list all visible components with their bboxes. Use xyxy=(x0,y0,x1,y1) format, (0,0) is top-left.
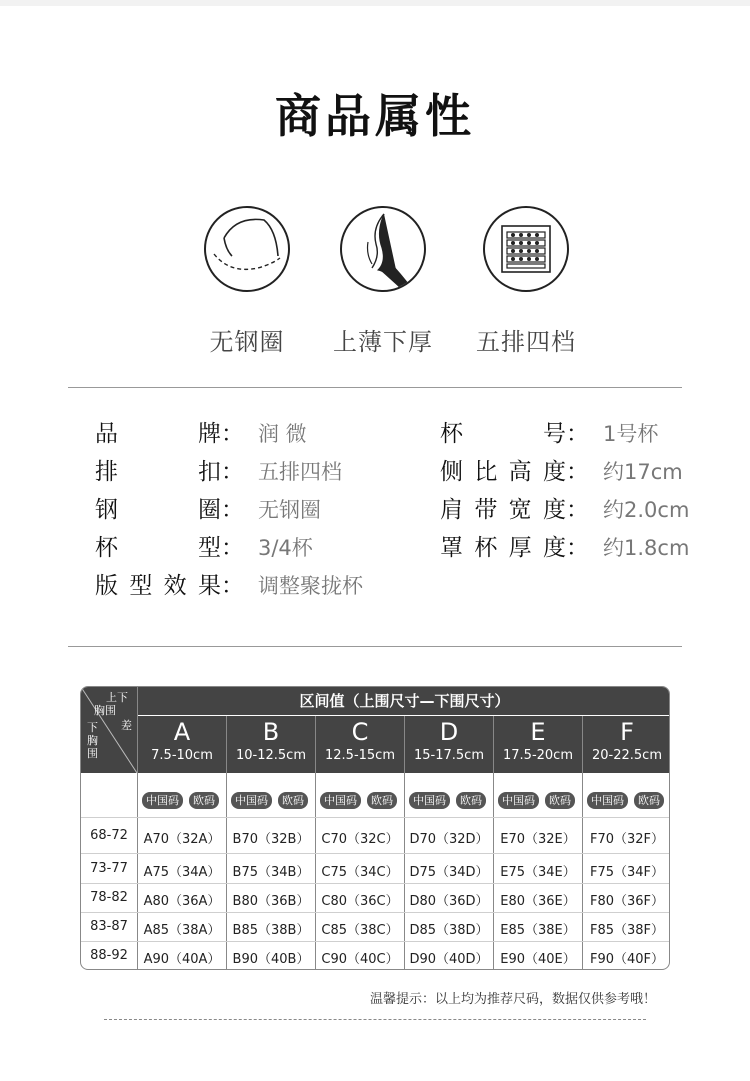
size-cell: E70（32E） xyxy=(500,832,576,847)
size-cell: C80（36C） xyxy=(321,894,399,909)
attr-key: 侧比高度 xyxy=(440,459,566,485)
cup-range: 7.5-10cm xyxy=(151,748,213,763)
underbust-range: 68-72 xyxy=(90,828,128,843)
divider xyxy=(68,387,682,388)
feature-hook-eye xyxy=(451,206,601,357)
attr-key: 钢圈 xyxy=(95,497,221,523)
badge-eu-size: 欧码 xyxy=(634,792,664,809)
attr-cup-type: 杯型： 3/4杯 xyxy=(95,535,313,561)
size-cell: B75（34B） xyxy=(232,865,310,880)
attr-brand: 品牌： 润 微 xyxy=(95,421,307,447)
size-cell: A80（36A） xyxy=(143,894,221,909)
underbust-range: 73-77 xyxy=(90,861,128,876)
grid-line xyxy=(81,883,670,884)
size-cell: A90（40A） xyxy=(143,952,221,967)
size-cell: F90（40F） xyxy=(589,952,665,967)
badge-cn-size: 中国码 xyxy=(498,792,539,809)
cup-range: 12.5-15cm xyxy=(325,748,395,763)
attr-value: 1号杯 xyxy=(603,422,659,446)
attr-value: 无钢圈 xyxy=(258,498,321,522)
size-cell: F70（32F） xyxy=(589,832,665,847)
cup-letter: B xyxy=(262,718,280,746)
feature-label: 上薄下厚 xyxy=(333,328,433,356)
cup-range: 15-17.5cm xyxy=(414,748,484,763)
badge-eu-size: 欧码 xyxy=(456,792,486,809)
attr-value: 约1.8cm xyxy=(603,536,690,560)
size-cell: F85（38F） xyxy=(589,923,665,938)
cup-range: 17.5-20cm xyxy=(503,748,573,763)
attr-side-height: 侧比高度： 约17cm xyxy=(440,459,683,485)
range-title: 区间值（上围尺寸—下围尺寸） xyxy=(138,687,670,715)
thin-top-thick-bottom-icon xyxy=(340,206,426,292)
size-cell: F75（34F） xyxy=(589,865,665,880)
badge-cn-size: 中国码 xyxy=(231,792,272,809)
attr-wire: 钢圈： 无钢圈 xyxy=(95,497,321,523)
badge-eu-size: 欧码 xyxy=(367,792,397,809)
page-title: 商品属性 xyxy=(275,89,475,143)
cup-header xyxy=(138,716,226,773)
attr-strap-width: 肩带宽度： 约2.0cm xyxy=(440,497,690,523)
attr-key: 杯型 xyxy=(95,535,221,561)
cup-letter: D xyxy=(439,718,459,746)
badge-cn-size: 中国码 xyxy=(587,792,628,809)
top-strip xyxy=(0,0,750,6)
attr-cup-thickness: 罩杯厚度： 约1.8cm xyxy=(440,535,690,561)
feature-label: 无钢圈 xyxy=(209,328,285,356)
cup-range: 20-22.5cm xyxy=(592,748,662,763)
dashed-divider xyxy=(104,1019,646,1020)
attr-key: 罩杯厚度 xyxy=(440,535,566,561)
cup-header xyxy=(316,716,404,773)
cup-letter: A xyxy=(173,718,191,746)
attr-effect: 版型效果： 调整聚拢杯 xyxy=(95,573,363,599)
size-cell: A85（38A） xyxy=(143,923,221,938)
cup-header xyxy=(583,716,670,773)
size-cell: D70（32D） xyxy=(409,832,489,847)
badge-eu-size: 欧码 xyxy=(278,792,308,809)
feature-label: 五排四档 xyxy=(476,328,576,356)
size-cell: B70（32B） xyxy=(232,832,310,847)
attr-key: 版型效果 xyxy=(95,573,221,599)
underbust-range: 83-87 xyxy=(90,919,128,934)
corner-label: 差 xyxy=(121,719,132,732)
size-cell: E90（40E） xyxy=(500,952,576,967)
cup-letter: E xyxy=(530,718,546,746)
badge-eu-size: 欧码 xyxy=(189,792,219,809)
underbust-range: 78-82 xyxy=(90,890,128,905)
attr-value: 约2.0cm xyxy=(603,498,690,522)
attr-key: 排扣 xyxy=(95,459,221,485)
cup-range: 10-12.5cm xyxy=(236,748,306,763)
cup-letter: C xyxy=(351,718,369,746)
size-cell: C70（32C） xyxy=(321,832,399,847)
badge-eu-size: 欧码 xyxy=(545,792,575,809)
grid-line xyxy=(81,817,670,818)
grid-line xyxy=(81,941,670,942)
hook-eye-closure-icon xyxy=(483,206,569,292)
cup-header xyxy=(494,716,582,773)
grid-line xyxy=(81,853,670,854)
attr-key: 杯号 xyxy=(440,421,566,447)
badge-cn-size: 中国码 xyxy=(409,792,450,809)
divider xyxy=(68,646,682,647)
corner-label: 上下 xyxy=(106,691,128,704)
cup-letter: F xyxy=(620,718,634,746)
feature-wireless xyxy=(172,206,322,357)
size-cell: C90（40C） xyxy=(321,952,399,967)
size-cell: D85（38D） xyxy=(409,923,489,938)
size-cell: A70（32A） xyxy=(143,832,221,847)
attr-value: 五排四档 xyxy=(258,460,342,484)
attr-value: 约17cm xyxy=(603,460,683,484)
size-cell: D80（36D） xyxy=(409,894,489,909)
attr-closure: 排扣： 五排四档 xyxy=(95,459,342,485)
badge-cn-size: 中国码 xyxy=(320,792,361,809)
size-cell: D90（40D） xyxy=(409,952,489,967)
table-corner xyxy=(81,687,137,773)
corner-label: 下胸围 xyxy=(87,721,98,760)
attr-value: 3/4杯 xyxy=(258,536,313,560)
size-cell: B80（36B） xyxy=(232,894,310,909)
size-tip: 温馨提示：以上均为推荐尺码，数据仅供参考哦！ xyxy=(369,992,656,1007)
corner-label: 胸围 xyxy=(94,704,116,717)
size-cell: F80（36F） xyxy=(589,894,665,909)
attr-key: 品牌 xyxy=(95,421,221,447)
size-cell: B90（40B） xyxy=(232,952,310,967)
size-cell: C75（34C） xyxy=(321,865,399,880)
cup-header xyxy=(227,716,315,773)
underbust-range: 88-92 xyxy=(90,948,128,963)
size-table xyxy=(80,686,670,970)
attr-cup-number: 杯号： 1号杯 xyxy=(440,421,659,447)
size-cell: B85（38B） xyxy=(232,923,310,938)
feature-thin-top xyxy=(308,206,458,357)
grid-line xyxy=(81,912,670,913)
wireless-cup-icon xyxy=(204,206,290,292)
badge-cn-size: 中国码 xyxy=(142,792,183,809)
size-cell: E75（34E） xyxy=(500,865,576,880)
attr-key: 肩带宽度 xyxy=(440,497,566,523)
size-cell: D75（34D） xyxy=(409,865,489,880)
size-cell: C85（38C） xyxy=(321,923,399,938)
size-cell: E80（36E） xyxy=(500,894,576,909)
cup-header xyxy=(405,716,493,773)
attr-value: 调整聚拢杯 xyxy=(258,574,363,598)
attr-value: 润 微 xyxy=(258,422,307,446)
size-cell: A75（34A） xyxy=(143,865,221,880)
size-cell: E85（38E） xyxy=(500,923,576,938)
